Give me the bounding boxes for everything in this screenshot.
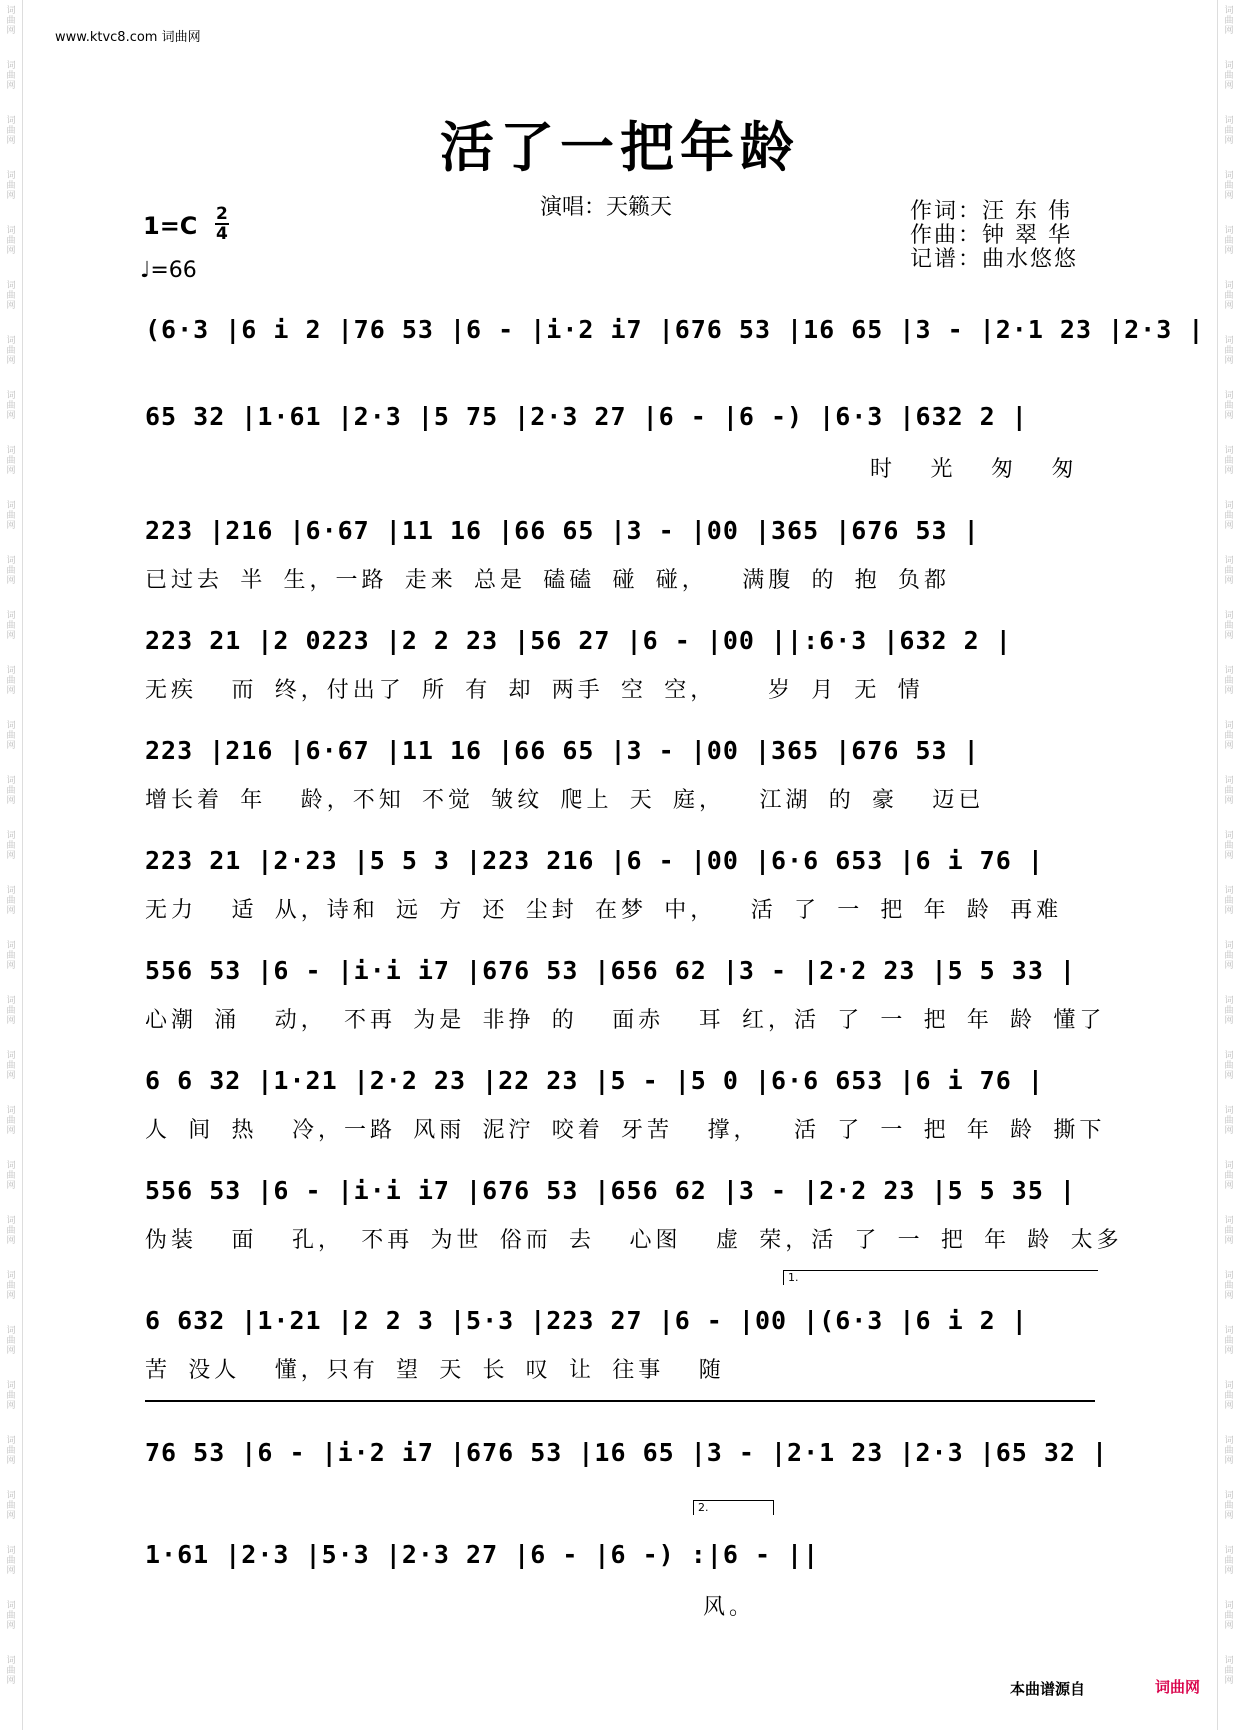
watermark-glyph: 词 曲 网	[6, 886, 16, 916]
watermark-glyph: 词 曲 网	[1224, 226, 1234, 256]
watermark-glyph: 词 曲 网	[1224, 1326, 1234, 1356]
watermark-glyph: 词 曲 网	[1224, 1381, 1234, 1411]
watermark-glyph: 词 曲 网	[1224, 1271, 1234, 1301]
watermark-glyph: 词 曲 网	[6, 226, 16, 256]
watermark-glyph: 词 曲 网	[6, 556, 16, 586]
score-lyrics-line: 时 光 匆 匆	[870, 457, 1078, 482]
singer: 演唱：天籁天	[540, 195, 673, 220]
score-notes-line: 556 53 |6 - |i·i i7 |676 53 |656 62 |3 - |2·2 23 |5 5 33 |	[145, 956, 1076, 985]
watermark-glyph: 词 曲 网	[1224, 6, 1234, 36]
watermark-glyph: 词 曲 网	[6, 116, 16, 146]
left-watermark-strip	[0, 0, 23, 1730]
watermark-glyph: 词 曲 网	[1224, 1106, 1234, 1136]
watermark-glyph: 词 曲 网	[1224, 116, 1234, 146]
watermark-glyph: 词 曲 网	[1224, 1216, 1234, 1246]
composer-credit: 作曲：钟 翠 华	[910, 223, 1072, 248]
watermark-glyph: 词 曲 网	[6, 996, 16, 1026]
time-signature	[215, 205, 229, 243]
score-lyrics-line: 苦 没人 懂，只有 望 天 长 叹 让 往事 随	[145, 1358, 725, 1383]
score-lyrics-line: 风。	[703, 1595, 756, 1620]
score-notes-line: 223 21 |2 0223 |2 2 23 |56 27 |6 - |00 ||:6·3 |632 2 |	[145, 626, 1012, 655]
watermark-glyph: 词 曲 网	[1224, 1491, 1234, 1521]
score-lyrics-line: 伪装 面 孔， 不再 为世 俗而 去 心图 虚 荣，活 了 一 把 年 龄 太多	[145, 1228, 1123, 1253]
watermark-glyph: 词 曲 网	[1224, 941, 1234, 971]
watermark-glyph: 词 曲 网	[1224, 1656, 1234, 1686]
watermark-glyph: 词 曲 网	[6, 336, 16, 366]
score-notes-line: 556 53 |6 - |i·i i7 |676 53 |656 62 |3 - |2·2 23 |5 5 35 |	[145, 1176, 1076, 1205]
watermark-glyph: 词 曲 网	[1224, 886, 1234, 916]
score-notes-line: 223 |216 |6·67 |11 16 |66 65 |3 - |00 |365 |676 53 |	[145, 736, 980, 765]
watermark-glyph: 词 曲 网	[1224, 281, 1234, 311]
score-notes-line: 223 21 |2·23 |5 5 3 |223 216 |6 - |00 |6·6 653 |6 i 76 |	[145, 846, 1044, 875]
watermark-glyph: 词 曲 网	[1224, 1051, 1234, 1081]
watermark-glyph: 词 曲 网	[6, 171, 16, 201]
watermark-glyph: 词 曲 网	[6, 666, 16, 696]
score-notes-line: 6 632 |1·21 |2 2 3 |5·3 |223 27 |6 - |00 |(6·3 |6 i 2 |	[145, 1306, 1028, 1335]
watermark-glyph: 词 曲 网	[6, 1381, 16, 1411]
watermark-glyph: 词 曲 网	[6, 941, 16, 971]
watermark-glyph: 词 曲 网	[1224, 1161, 1234, 1191]
right-watermark-strip	[1217, 0, 1240, 1730]
watermark-glyph: 词 曲 网	[6, 1436, 16, 1466]
tempo: ♩=66	[140, 258, 197, 283]
time-signature-numerator: 2	[216, 204, 228, 224]
watermark-glyph: 词 曲 网	[6, 776, 16, 806]
footer-site-link[interactable]: 词曲网	[1155, 1678, 1201, 1696]
score-lyrics-line: 增长着 年 龄，不知 不觉 皱纹 爬上 天 庭， 江湖 的 豪 迈已	[145, 788, 985, 813]
watermark-glyph: 词 曲 网	[6, 1271, 16, 1301]
key-signature: 1=C	[143, 212, 198, 240]
watermark-glyph: 词 曲 网	[1224, 171, 1234, 201]
score-lyrics-line: 无疾 而 终，付出了 所 有 却 两手 空 空， 岁 月 无 情	[145, 678, 924, 703]
watermark-glyph: 词 曲 网	[6, 1161, 16, 1191]
score-notes-line: 223 |216 |6·67 |11 16 |66 65 |3 - |00 |365 |676 53 |	[145, 516, 980, 545]
watermark-glyph: 词 曲 网	[6, 1326, 16, 1356]
watermark-glyph: 词 曲 网	[6, 611, 16, 641]
score-lyrics-line: 无力 适 从，诗和 远 方 还 尘封 在梦 中， 活 了 一 把 年 龄 再难	[145, 898, 1063, 923]
watermark-glyph: 词 曲 网	[6, 446, 16, 476]
watermark-glyph: 词 曲 网	[6, 501, 16, 531]
watermark-glyph: 词 曲 网	[1224, 556, 1234, 586]
score-notes-line: 76 53 |6 - |i·2 i7 |676 53 |16 65 |3 - |2·1 23 |2·3 |65 32 |	[145, 1438, 1109, 1467]
watermark-glyph: 词 曲 网	[6, 831, 16, 861]
watermark-glyph: 词 曲 网	[6, 1216, 16, 1246]
watermark-glyph: 词 曲 网	[1224, 1546, 1234, 1576]
transcriber-credit: 记谱：曲水悠悠	[910, 247, 1079, 272]
second-ending-bracket: 2.	[693, 1500, 774, 1515]
watermark-glyph: 词 曲 网	[1224, 1436, 1234, 1466]
watermark-glyph: 词 曲 网	[1224, 996, 1234, 1026]
watermark-glyph: 词 曲 网	[1224, 61, 1234, 91]
score-notes-line: 65 32 |1·61 |2·3 |5 75 |2·3 27 |6 - |6 -) |6·3 |632 2 |	[145, 402, 1028, 431]
watermark-glyph: 词 曲 网	[6, 391, 16, 421]
watermark-glyph: 词 曲 网	[6, 61, 16, 91]
watermark-glyph: 词 曲 网	[6, 1491, 16, 1521]
time-signature-denominator: 4	[216, 224, 228, 244]
section-rule	[145, 1400, 1095, 1402]
score-lyrics-line: 心潮 涌 动， 不再 为是 非挣 的 面赤 耳 红，活 了 一 把 年 龄 懂了	[145, 1008, 1106, 1033]
watermark-glyph: 词 曲 网	[6, 1656, 16, 1686]
watermark-glyph: 词 曲 网	[1224, 666, 1234, 696]
watermark-glyph: 词 曲 网	[1224, 611, 1234, 641]
score-lyrics-line: 已过去 半 生，一路 走来 总是 磕磕 碰 碰， 满腹 的 抱 负都	[145, 568, 950, 593]
watermark-glyph: 词 曲 网	[1224, 336, 1234, 366]
watermark-glyph: 词 曲 网	[6, 6, 16, 36]
watermark-glyph: 词 曲 网	[6, 1546, 16, 1576]
watermark-glyph: 词 曲 网	[1224, 721, 1234, 751]
watermark-glyph: 词 曲 网	[6, 721, 16, 751]
watermark-glyph: 词 曲 网	[1224, 1601, 1234, 1631]
song-title: 活了一把年龄	[440, 115, 800, 179]
watermark-glyph: 词 曲 网	[6, 1051, 16, 1081]
watermark-glyph: 词 曲 网	[1224, 776, 1234, 806]
footer-source-label: 本曲谱源自	[1010, 1680, 1086, 1698]
watermark-glyph: 词 曲 网	[1224, 446, 1234, 476]
first-ending-bracket: 1.	[783, 1270, 1098, 1285]
score-notes-line: 6 6 32 |1·21 |2·2 23 |22 23 |5 - |5 0 |6·6 653 |6 i 76 |	[145, 1066, 1044, 1095]
lyricist-credit: 作词：汪 东 伟	[910, 199, 1072, 224]
score-notes-line: (6·3 |6 i 2 |76 53 |6 - |i·2 i7 |676 53 |16 65 |3 - |2·1 23 |2·3 |	[145, 315, 1205, 344]
watermark-glyph: 词 曲 网	[6, 1601, 16, 1631]
watermark-glyph: 词 曲 网	[6, 281, 16, 311]
watermark-glyph: 词 曲 网	[1224, 501, 1234, 531]
site-url[interactable]: www.ktvc8.com 词曲网	[55, 30, 201, 45]
watermark-glyph: 词 曲 网	[6, 1106, 16, 1136]
score-notes-line: 1·61 |2·3 |5·3 |2·3 27 |6 - |6 -) :|6 - ||	[145, 1540, 820, 1569]
watermark-glyph: 词 曲 网	[1224, 391, 1234, 421]
score-lyrics-line: 人 间 热 冷，一路 风雨 泥泞 咬着 牙苦 撑， 活 了 一 把 年 龄 撕下	[145, 1118, 1106, 1143]
watermark-glyph: 词 曲 网	[1224, 831, 1234, 861]
